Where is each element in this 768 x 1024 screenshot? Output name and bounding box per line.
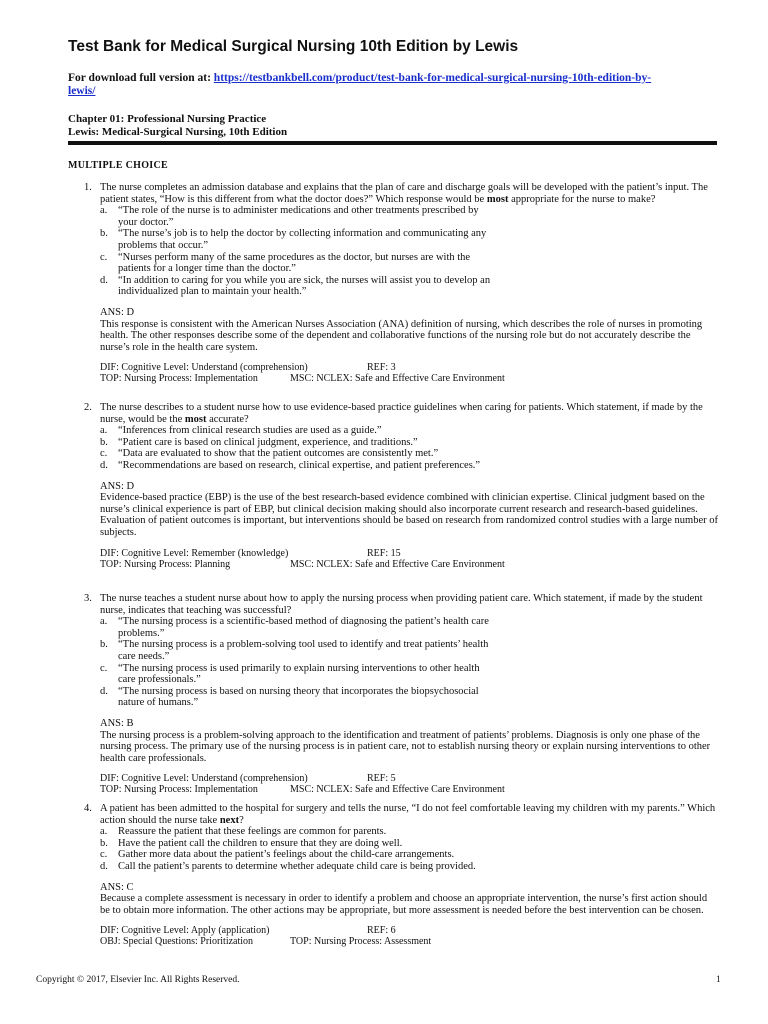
document-title: Test Bank for Medical Surgical Nursing 10th Edition by Lewis <box>68 38 519 55</box>
option-text: “The nursing process is based on nursing theory that incorporates the biopsychosocial nature of humans.” <box>118 685 479 709</box>
stem-text-end: accurate? <box>206 413 249 425</box>
reference: REF: 3 <box>367 362 396 374</box>
question-stem <box>84 803 718 826</box>
difficulty: DIF: Cognitive Level: Understand (comprehension) <box>100 362 308 374</box>
option-text: “The nurse’s job is to help the doctor by collecting information and communicating any problems that occur.” <box>118 228 487 251</box>
option-text: “The nursing process is a problem-solving tool used to identify and treat patients’ health care needs.” <box>118 639 489 662</box>
rationale: Evidence-based practice (EBP) is the use of the best research-based evidence combined with clinician expertise. Clinical judgment based on the nurse’s clinical experience is part of EBP, but clinical decision making should also incorporate current research and research-based guidelines. Evaluation of patient outcomes is important, but interventions should be based on research from randomized control studies with a large number of subjects. <box>100 492 718 538</box>
stem-text-end: appropriate for the nurse to make? <box>508 193 656 205</box>
option-letter: b. <box>100 228 108 240</box>
question-metadata <box>84 548 718 570</box>
rationale: This response is consistent with the American Nurses Association (ANA) definition of nursing, which describes the role of nurses in promoting health. The other responses describe some of the dependent and collaborative functions of the nursing role but do not accurately describe the nurse’s role in the health care system. <box>100 318 703 353</box>
option-text: “The role of the nurse is to administer medications and other treatments prescribed by your doctor.” <box>118 205 479 228</box>
option-letter: a. <box>100 616 108 628</box>
book-title: Lewis: Medical-Surgical Nursing, 10th Edition <box>68 125 288 138</box>
option-letter: b. <box>100 837 108 849</box>
download-prefix: For download full version at: <box>68 72 214 84</box>
option-letter: b. <box>100 436 108 448</box>
option-text: Call the patient’s parents to determine whether adequate child care is being provided. <box>118 860 476 872</box>
stem-text-end: ? <box>239 814 244 826</box>
answer-options <box>84 616 718 709</box>
option-text: Reassure the patient that these feelings are common for parents. <box>118 826 387 838</box>
topic: TOP: Nursing Process: Implementation <box>100 373 258 385</box>
page-number: 1 <box>716 975 721 985</box>
option-text: “The nursing process is a scientific-based method of diagnosing the patient’s health care problems.” <box>118 616 489 639</box>
question-metadata <box>84 362 718 384</box>
option-letter: c. <box>100 662 108 674</box>
stem-emphasis: most <box>486 193 509 205</box>
option-d <box>84 460 498 472</box>
option-text: “The nursing process is used primarily to explain nursing interventions to other health care professionals.” <box>118 662 480 686</box>
option-d <box>84 275 498 298</box>
heading-divider <box>68 141 717 145</box>
stem-text: The nurse completes an admission database and explains that the plan of care and discharge goals will be developed with the patient’s input. The patient states, “How is this different from what the doctor does?” Which response would be <box>100 182 708 205</box>
difficulty: DIF: Cognitive Level: Remember (knowledge) <box>100 547 289 559</box>
chapter-heading <box>68 113 287 138</box>
option-a <box>84 826 678 838</box>
option-d <box>84 861 498 873</box>
question-number: 1. <box>84 182 92 193</box>
option-text: “In addition to caring for you while you are sick, the nurses will assist you to develop an individualized plan to maintain your health.” <box>118 274 491 298</box>
answer-options <box>84 205 718 298</box>
option-text: “Inferences from clinical research studies are used as a guide.” <box>118 425 382 437</box>
option-c <box>84 849 678 861</box>
option-d <box>84 686 498 709</box>
rationale: The nursing process is a problem-solving approach to the identification and treatment of patients’ problems. Diagnosis is only one phase of the nursing process. The primary use of the nursing process is in patient care, not to establish nursing theory or explain nursing interventions to other health care professionals. <box>100 729 711 764</box>
answer-key: ANS: D <box>100 306 135 318</box>
rationale: Because a complete assessment is necessary in order to identify a problem and choose an appropriate intervention, the nurse’s first action should be to obtain more information. The other actions may be appropriate, but more assessment is needed before the best intervention can be chosen. <box>100 893 708 916</box>
stem-emphasis: most <box>184 413 207 425</box>
question-number: 2. <box>84 402 92 413</box>
answer-options <box>84 425 718 471</box>
difficulty: DIF: Cognitive Level: Understand (comprehension) <box>100 773 308 785</box>
answer-key: ANS: C <box>100 881 134 893</box>
option-c <box>84 663 498 686</box>
option-a <box>84 205 498 228</box>
option-letter: c. <box>100 448 108 460</box>
option-letter: c. <box>100 849 108 861</box>
stem-text: A patient has been admitted to the hospital for surgery and tells the nurse, “I do not feel comfortable leaving my children with my parents.” Which action should the nurse take <box>100 803 716 826</box>
question-stem <box>84 593 718 616</box>
option-letter: d. <box>100 685 108 697</box>
download-line <box>68 72 718 97</box>
difficulty: DIF: Cognitive Level: Apply (application) <box>100 925 270 937</box>
option-text: “Nurses perform many of the same procedures as the doctor, but nurses are with the patients for a longer time than the doctor.” <box>118 251 471 275</box>
question-4 <box>84 803 718 947</box>
download-link-part-1[interactable]: https://testbankbell.com/product/test-bank-for-medical-surgical-nursing-10th-edition-by- <box>213 72 652 84</box>
option-c <box>84 252 498 275</box>
option-b <box>84 437 678 449</box>
question-number: 3. <box>84 593 92 604</box>
option-letter: d. <box>100 459 108 471</box>
answer-key: ANS: D <box>100 480 135 492</box>
option-letter: a. <box>100 425 108 437</box>
objective: OBJ: Special Questions: Prioritization <box>100 936 254 948</box>
option-a <box>84 425 678 437</box>
option-letter: a. <box>100 205 108 217</box>
question-stem <box>84 182 718 205</box>
stem-text: The nurse teaches a student nurse about how to apply the nursing process when providing patient care. Which statement, if made by the student nurse, indicates that teaching was successful? <box>100 593 703 616</box>
question-1 <box>84 182 718 384</box>
option-b <box>84 838 678 850</box>
stem-text: The nurse describes to a student nurse how to use evidence-based practice guidelines when caring for patients. Which statement, if made by the nurse, would be the <box>100 402 703 425</box>
answer-options <box>84 826 718 872</box>
reference: REF: 5 <box>367 773 396 785</box>
option-letter: c. <box>100 251 108 263</box>
option-letter: d. <box>100 274 108 286</box>
stem-emphasis: next <box>219 814 240 826</box>
msc: MSC: NCLEX: Safe and Effective Care Environment <box>290 373 505 385</box>
question-number: 4. <box>84 803 92 814</box>
question-3 <box>84 593 718 795</box>
copyright-footer: Copyright © 2017, Elsevier Inc. All Rights Reserved. <box>36 975 240 985</box>
option-letter: b. <box>100 639 108 651</box>
option-a <box>84 616 498 639</box>
question-metadata <box>84 773 718 795</box>
topic: TOP: Nursing Process: Implementation <box>100 784 258 796</box>
option-text: “Data are evaluated to show that the patient outcomes are consistently met.” <box>118 448 439 460</box>
option-b <box>84 639 498 662</box>
answer-key: ANS: B <box>100 717 134 729</box>
chapter-title: Chapter 01: Professional Nursing Practice <box>68 113 267 125</box>
option-b <box>84 228 498 251</box>
reference: REF: 6 <box>367 925 396 937</box>
option-letter: a. <box>100 826 108 838</box>
download-link-part-2[interactable]: lewis/ <box>68 84 96 97</box>
option-text: “Recommendations are based on research, clinical expertise, and patient preferences.” <box>118 459 481 471</box>
msc: MSC: NCLEX: Safe and Effective Care Environment <box>290 558 505 570</box>
msc: MSC: NCLEX: Safe and Effective Care Environment <box>290 784 505 796</box>
reference: REF: 15 <box>367 547 401 559</box>
topic: TOP: Nursing Process: Planning <box>100 558 231 570</box>
section-heading: MULTIPLE CHOICE <box>68 160 168 171</box>
option-text: Have the patient call the children to ensure that they are doing well. <box>118 837 403 849</box>
question-2 <box>84 402 718 570</box>
option-c <box>84 448 678 460</box>
option-letter: d. <box>100 860 108 872</box>
question-metadata <box>84 925 718 947</box>
option-text: “Patient care is based on clinical judgment, experience, and traditions.” <box>118 436 418 448</box>
option-text: Gather more data about the patient’s feelings about the child-care arrangements. <box>118 849 455 861</box>
question-stem <box>84 402 718 425</box>
topic: TOP: Nursing Process: Assessment <box>290 936 432 948</box>
